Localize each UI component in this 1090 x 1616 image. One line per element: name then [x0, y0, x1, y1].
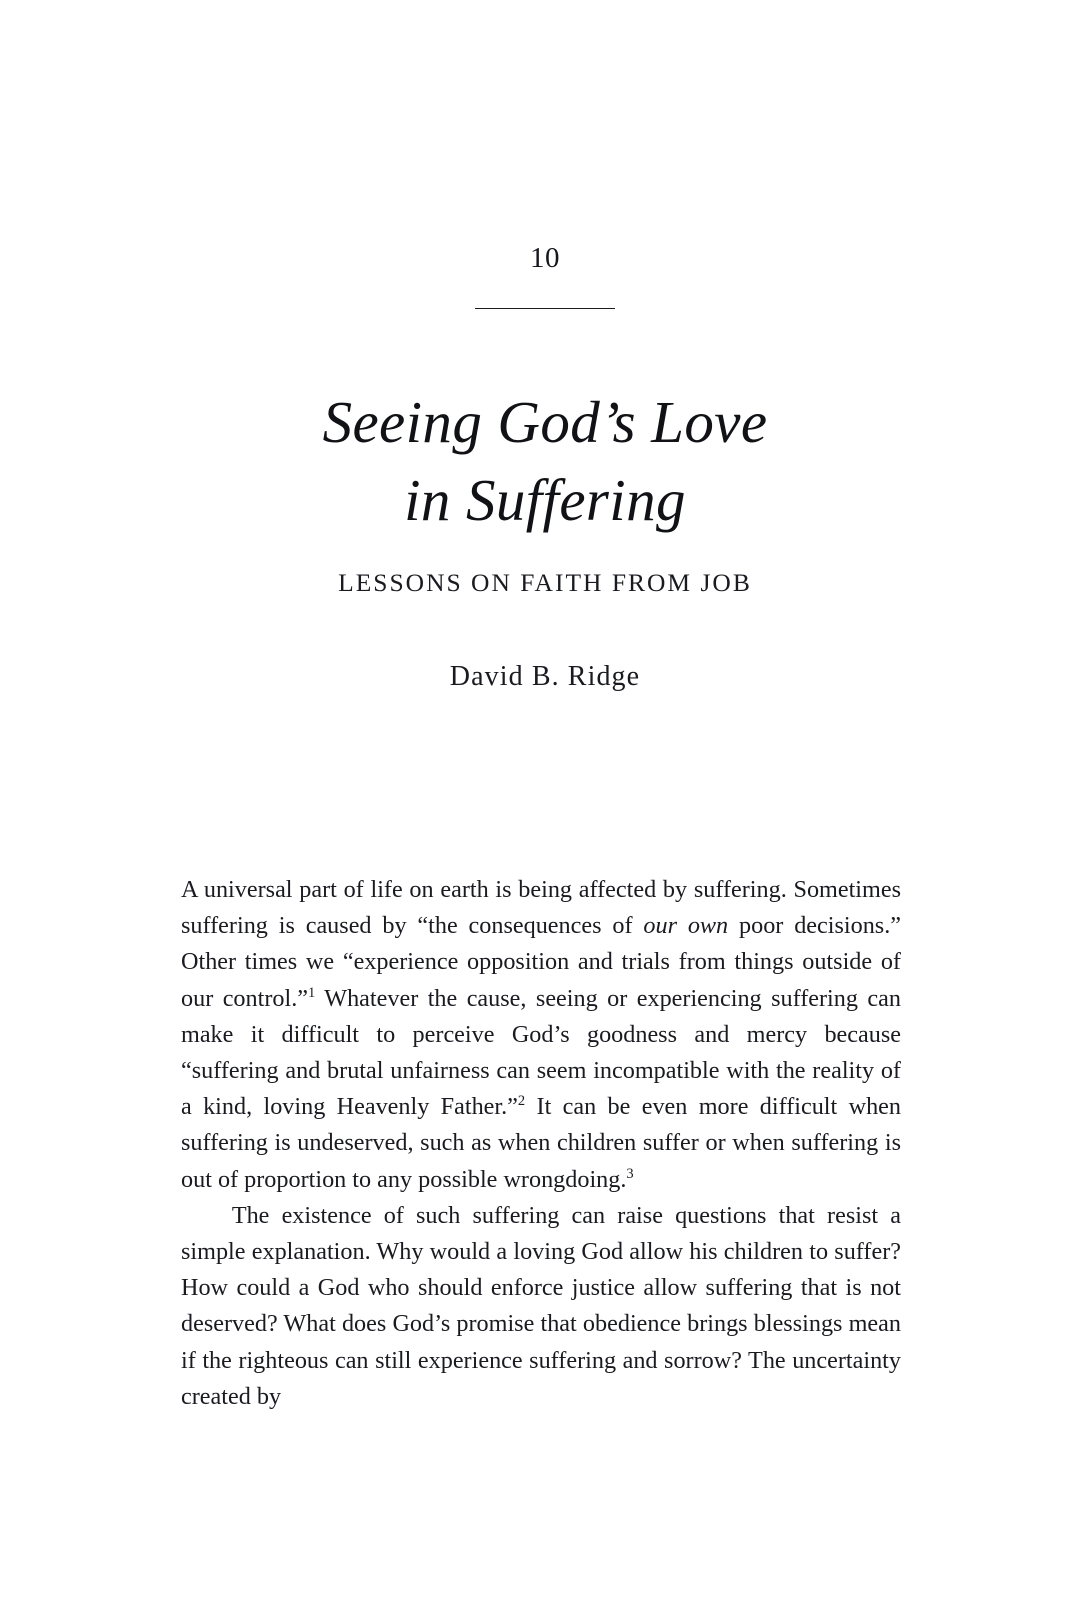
footnote-ref-1[interactable]: 1 [307, 984, 316, 1001]
paragraph-one-emphasis: our own [643, 912, 729, 940]
chapter-title-line-2: in Suffering [404, 467, 686, 534]
author-byline: David B. Ridge [449, 661, 641, 692]
paragraph-one-part-1: A universal part of life on earth is being affected by suffering. Sometimes suffering is caused by “the consequences of [181, 876, 901, 940]
page-title [0, 383, 1090, 540]
chapter-opener [0, 244, 1090, 309]
paragraph-one [181, 872, 901, 1198]
paragraph-one-part-3: Whatever the cause, seeing or experiencing suffering can make it difficult to perceive God’s goodness and mercy because “suffering and brutal unfairness can seem incompatible with the reality of a kind, loving Heavenly Father.” [181, 984, 901, 1121]
chapter-divider-rule [475, 308, 615, 309]
body-text [181, 872, 901, 1415]
paragraph-two: The existence of such suffering can raise questions that resist a simple explanation. Why would a loving God allow his children to suffer? How could a God who should enforce justice allow suffering that is not deserved? What does God’s promise that obedience brings blessings mean if the righteous can still experience suffering and sorrow? The uncertainty created by [181, 1201, 901, 1410]
paragraph-one-part-2: poor decisions.” Other times we “experience opposition and trials from things outside of our control.” [181, 912, 901, 1012]
footnote-ref-3[interactable]: 3 [626, 1165, 634, 1182]
paragraph-one-part-4: It can be even more difficult when suffering is undeserved, such as when children suffer or when suffering is out of proportion to any possible wrongdoing. [181, 1093, 901, 1193]
footnote-ref-2[interactable]: 2 [517, 1093, 526, 1110]
chapter-subtitle: LESSONS ON FAITH FROM JOB [338, 567, 752, 597]
chapter-number: 10 [530, 242, 560, 274]
chapter-title-line-1: Seeing God’s Love [322, 389, 768, 455]
title-block [0, 383, 1090, 598]
